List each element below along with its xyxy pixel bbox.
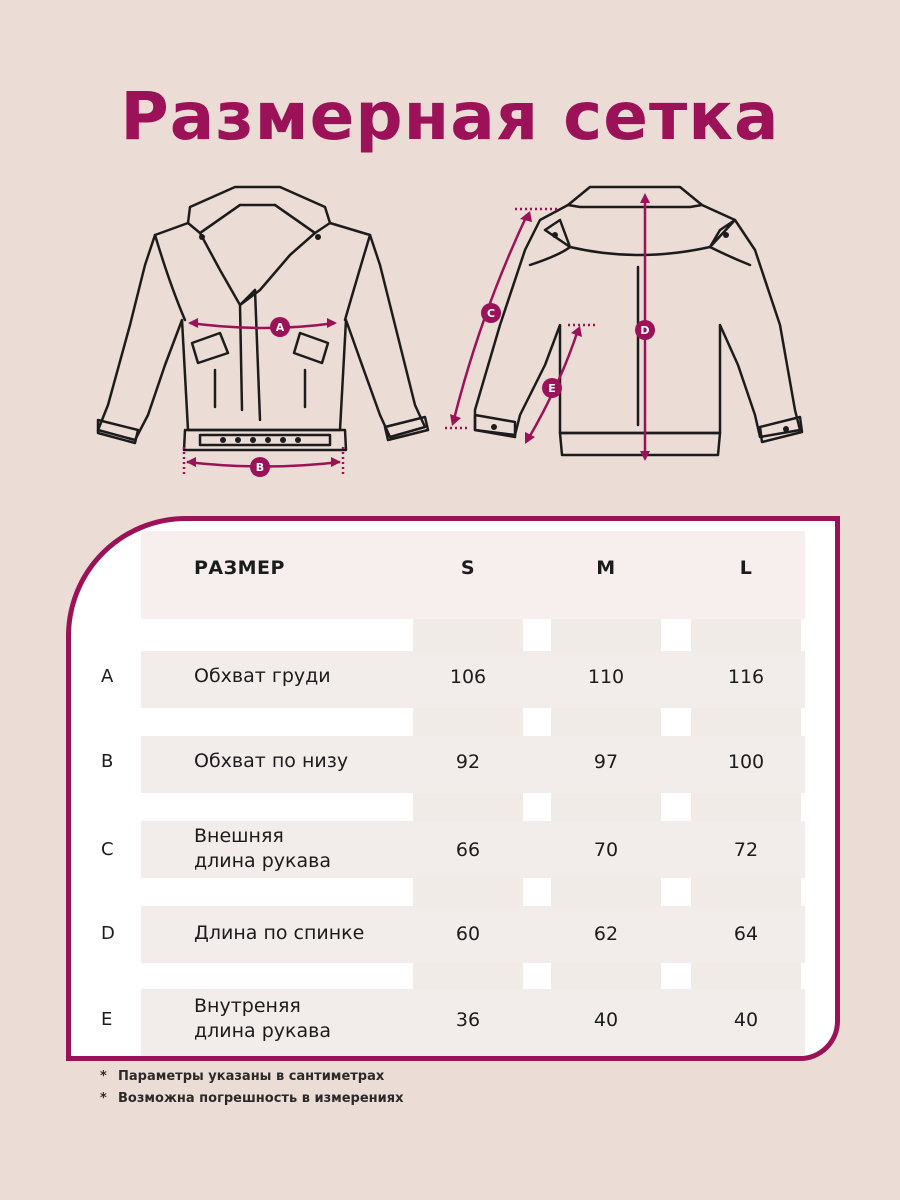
row-c-label-line2: длина рукава bbox=[194, 850, 331, 872]
front-jacket-drawing bbox=[98, 187, 428, 450]
row-b-l: 100 bbox=[727, 751, 765, 773]
row-e-s: 36 bbox=[455, 1009, 481, 1031]
page-title: Размерная сетка bbox=[120, 78, 780, 155]
size-table bbox=[66, 516, 840, 1061]
measure-d-label: D bbox=[640, 324, 650, 337]
footnote-text: Параметры указаны в сантиметрах bbox=[118, 1068, 385, 1084]
header-size-s: S bbox=[460, 557, 476, 579]
row-c-m: 70 bbox=[593, 839, 619, 861]
jacket-diagram bbox=[90, 175, 820, 485]
row-c-label-line1: Внешняя bbox=[194, 825, 284, 847]
row-e-letter: E bbox=[101, 1009, 113, 1030]
header-size-l: L bbox=[739, 557, 753, 579]
footnote-bullet: * bbox=[100, 1090, 107, 1106]
header-size-m: M bbox=[596, 557, 616, 579]
row-a-label: Обхват груди bbox=[194, 665, 331, 687]
measure-c-label: C bbox=[486, 307, 496, 320]
row-e-label bbox=[194, 994, 404, 1044]
row-b-label: Обхват по низу bbox=[194, 750, 349, 772]
row-b-letter: B bbox=[101, 751, 114, 772]
row-c-l: 72 bbox=[733, 839, 759, 861]
row-e-m: 40 bbox=[593, 1009, 619, 1031]
row-a-s: 106 bbox=[449, 666, 487, 688]
footnote-text: Возможна погрешность в измерениях bbox=[118, 1090, 404, 1106]
row-d-s: 60 bbox=[455, 923, 481, 945]
row-c-s: 66 bbox=[455, 839, 481, 861]
row-a-m: 110 bbox=[587, 666, 625, 688]
measure-a bbox=[188, 317, 337, 337]
row-b-m: 97 bbox=[593, 751, 619, 773]
row-d-label: Длина по спинке bbox=[194, 922, 365, 944]
row-a-l: 116 bbox=[727, 666, 765, 688]
row-d-l: 64 bbox=[733, 923, 759, 945]
measure-b-label: B bbox=[255, 461, 265, 474]
row-e-label-line1: Внутреняя bbox=[194, 995, 301, 1017]
row-a-letter: A bbox=[101, 666, 114, 687]
header-label: РАЗМЕР bbox=[194, 557, 285, 579]
measure-a-label: A bbox=[275, 321, 285, 334]
measure-e-label: E bbox=[548, 382, 556, 395]
row-c-letter: C bbox=[101, 839, 114, 860]
row-c-label bbox=[194, 824, 404, 874]
row-d-m: 62 bbox=[593, 923, 619, 945]
row-e-label-line2: длина рукава bbox=[194, 1020, 331, 1042]
footnote-bullet: * bbox=[100, 1068, 107, 1084]
footnotes bbox=[100, 1065, 404, 1109]
footnote-item bbox=[100, 1065, 404, 1087]
back-jacket-drawing bbox=[475, 187, 802, 455]
footnote-item bbox=[100, 1087, 404, 1109]
row-d-letter: D bbox=[101, 923, 115, 944]
row-b-s: 92 bbox=[455, 751, 481, 773]
row-e-l: 40 bbox=[733, 1009, 759, 1031]
